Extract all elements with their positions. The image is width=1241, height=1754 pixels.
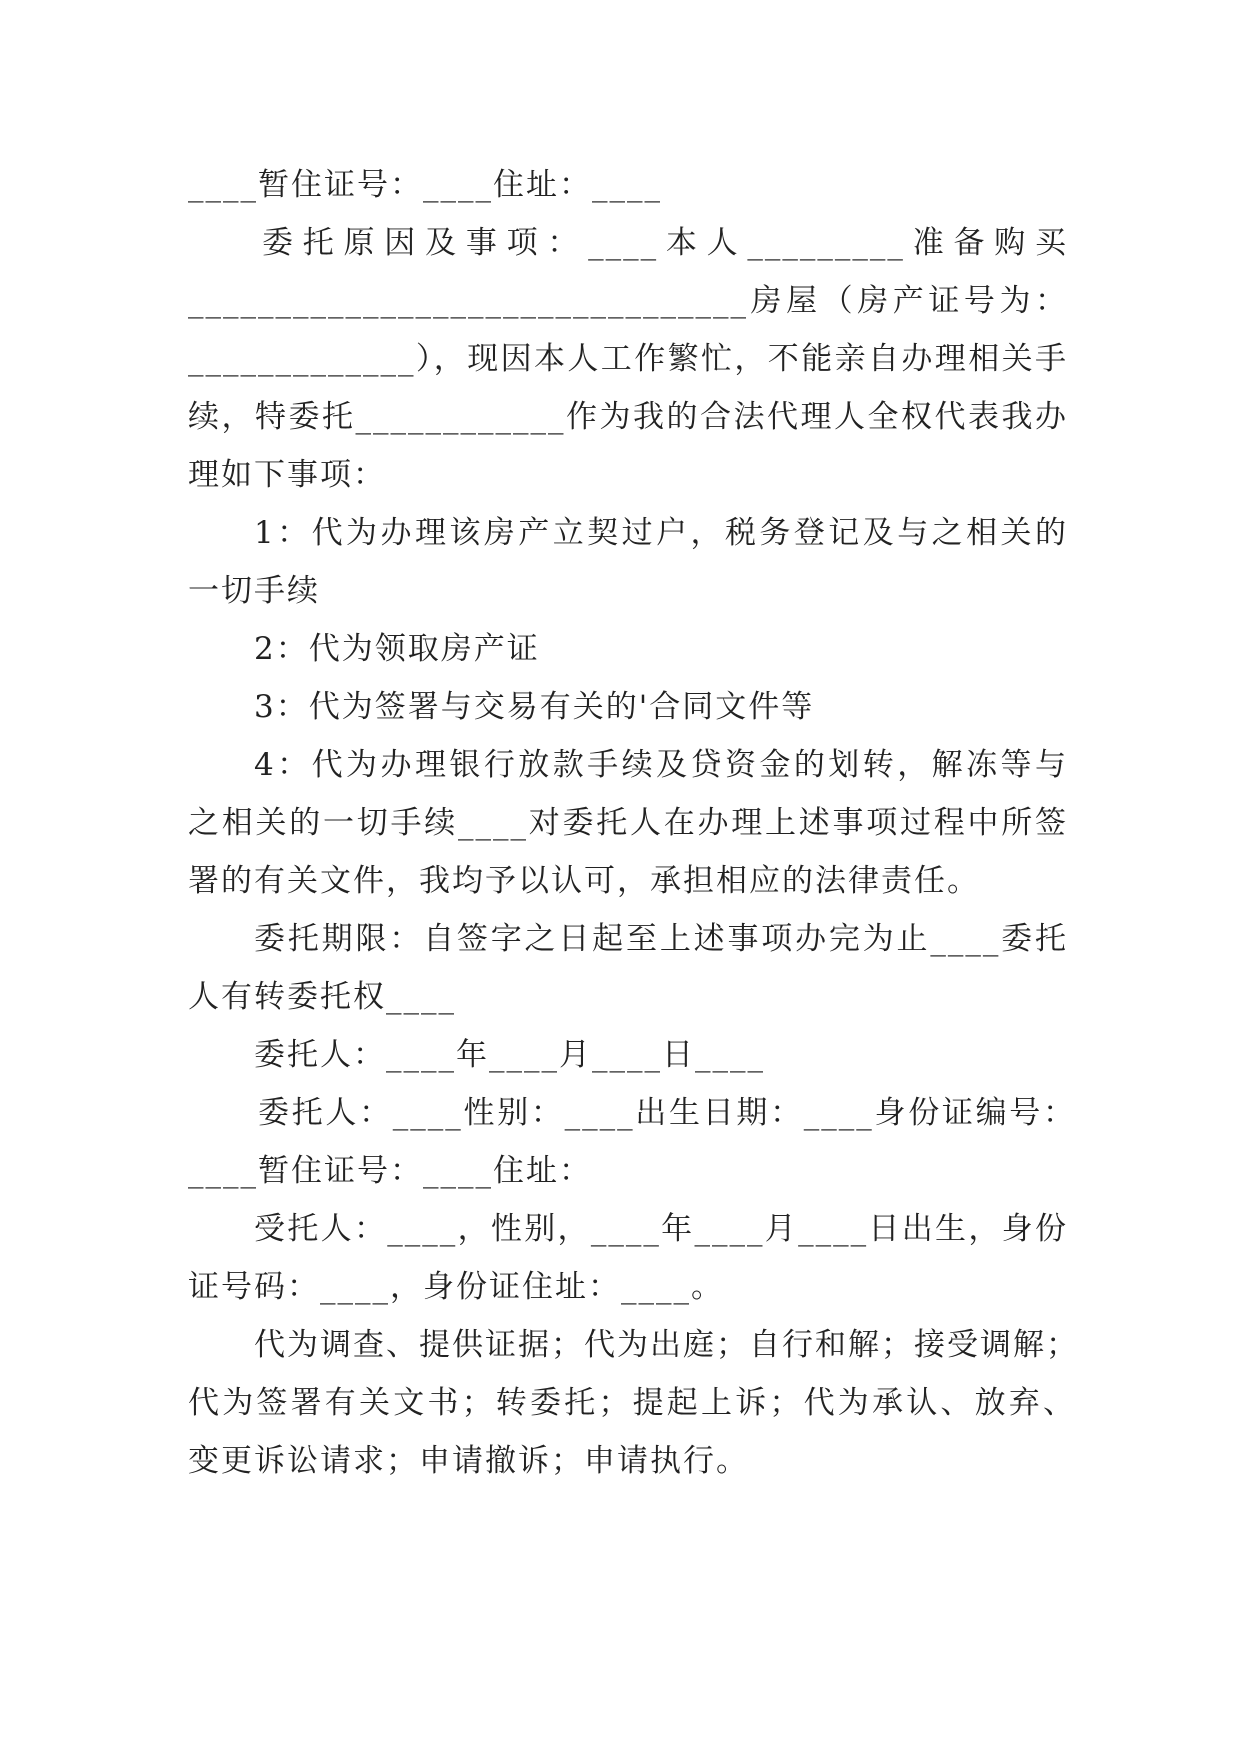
document-line: 一切手续 [188, 573, 320, 609]
document-line: 4：代为办理银行放款手续及贷资金的划转，解冻等与 [254, 747, 1068, 783]
document-line: ____暂住证号：____住址：____ [188, 167, 662, 203]
document-line: 3：代为签署与交易有关的'合同文件等 [254, 689, 815, 725]
document-line: 人有转委托权____ [188, 979, 456, 1015]
document-line: 受托人：____，性别，____年____月____日出生，身份 [254, 1211, 1068, 1247]
document-line: 代为调查、提供证据；代为出庭；自行和解；接受调解； [254, 1327, 1079, 1363]
document-line: 1：代为办理该房产立契过户，税务登记及与之相关的 [254, 515, 1068, 551]
document-line: 代为签署有关文书；转委托；提起上诉；代为承认、放弃、 [188, 1385, 1076, 1421]
document-line: 2：代为领取房产证 [254, 631, 540, 667]
document-line: ____暂住证号：____住址： [188, 1153, 592, 1189]
document-line: 之相关的一切手续____对委托人在办理上述事项过程中所签 [188, 805, 1068, 841]
document-line: 委托人：____年____月____日____ [254, 1037, 765, 1073]
document-line: 委托原因及事项：____本人_________准备购买 [262, 225, 1068, 261]
document-line: 续，特委托____________作为我的合法代理人全权代表我办 [188, 399, 1068, 435]
document-line: 署的有关文件，我均予以认可，承担相应的法律责任。 [188, 863, 980, 899]
document-line: 委托期限：自签字之日起至上述事项办完为止____委托 [254, 921, 1068, 957]
document-line: 证号码：____，身份证住址：____。 [188, 1269, 724, 1305]
document-line: ________________________________房屋（房产证号为： [188, 283, 1068, 319]
document-line: 委托人：____性别：____出生日期：____身份证编号： [258, 1095, 1076, 1131]
document-line: 变更诉讼请求；申请撤诉；申请执行。 [188, 1443, 749, 1479]
document-line: _____________），现因本人工作繁忙，不能亲自办理相关手 [188, 341, 1068, 377]
document-line: 理如下事项： [188, 457, 386, 493]
